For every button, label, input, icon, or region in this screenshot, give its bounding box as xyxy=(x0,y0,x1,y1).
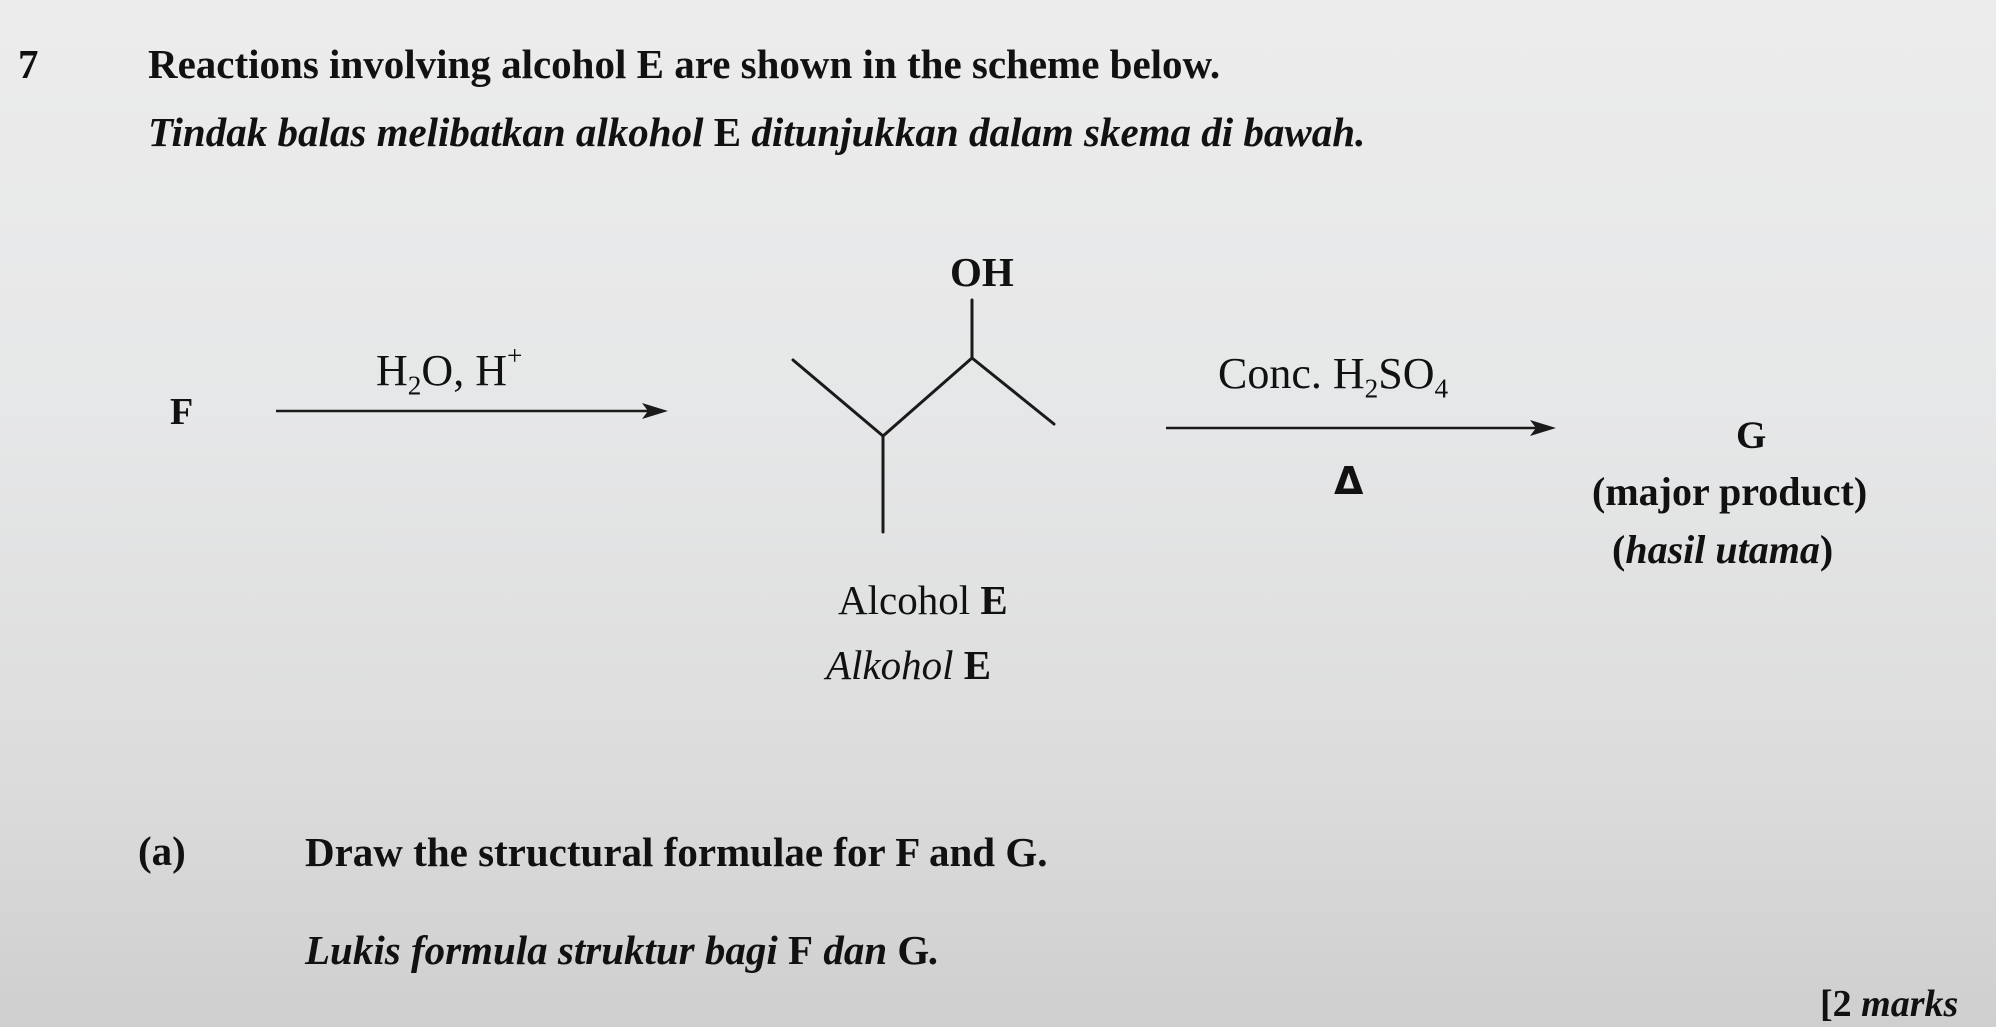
major-product-note-malay: (hasil utama) xyxy=(1612,527,1834,572)
bond-c2-c3 xyxy=(883,358,972,436)
bond-c3-c4 xyxy=(793,360,883,436)
bond-c2-c1 xyxy=(972,358,1054,424)
alcohol-e-label: Alcohol E xyxy=(838,577,1008,623)
arrow-1 xyxy=(276,403,668,419)
question-number: 7 xyxy=(18,41,39,87)
reagent-conc-sulfuric: Conc. $H_2SO_4$ xyxy=(1218,349,1449,404)
product-g: G xyxy=(1736,414,1767,457)
part-a-english: Draw the structural formulae for F and G. xyxy=(305,829,1048,875)
arrow-2 xyxy=(1166,420,1556,436)
major-product-note: (major product) xyxy=(1592,469,1868,514)
intro-english-pre: Reactions involving alcohol xyxy=(148,41,637,87)
reactant-f: F xyxy=(170,391,194,433)
hydroxyl-label: OH xyxy=(950,249,1014,295)
intro-english-e: E xyxy=(636,41,664,87)
alkohol-e-label: Alkohol E xyxy=(826,642,992,688)
part-a-label: (a) xyxy=(138,828,186,874)
intro-malay-e: E xyxy=(713,109,742,155)
reagent-water-acid: $H_2O$, H+ xyxy=(376,340,523,401)
alcohol-e-structure xyxy=(793,300,1054,532)
intro-english-post: are shown in the scheme below. xyxy=(663,41,1221,87)
marks-label: [2 marks xyxy=(1820,983,1959,1025)
heat-symbol: Δ xyxy=(1334,459,1364,503)
intro-malay-post: ditunjukkan dalam skema di bawah. xyxy=(741,109,1366,155)
part-a-malay: Lukis formula struktur bagi F dan G. xyxy=(305,927,940,973)
intro-malay-pre: Tindak balas melibatkan alkohol xyxy=(148,109,714,155)
